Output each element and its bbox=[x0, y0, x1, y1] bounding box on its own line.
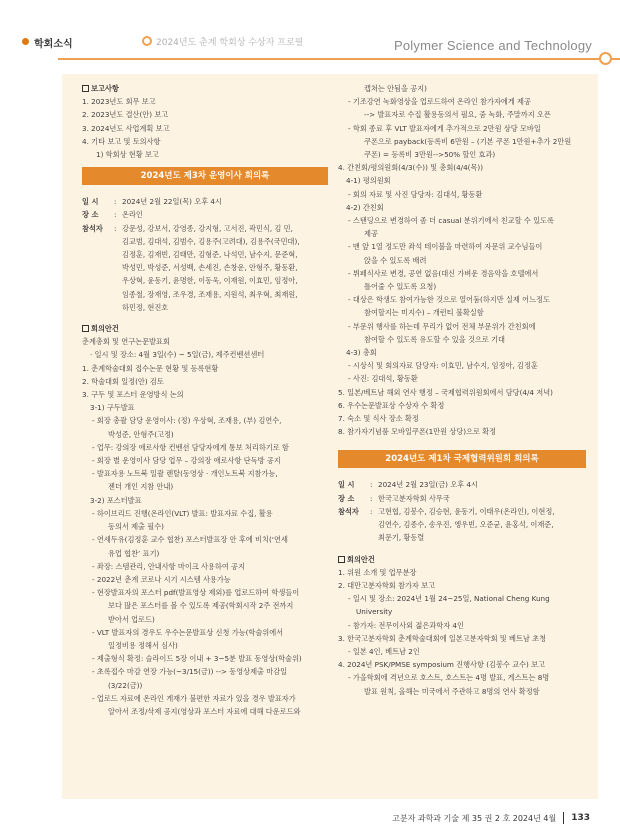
text-line: 4-1) 평의원회 bbox=[346, 176, 391, 186]
place-key: 장 소 bbox=[82, 210, 99, 220]
intl-place-row: 장 소 : 한국고분자학회 사무국 bbox=[338, 492, 586, 505]
meeting3-place-row: 장 소 : 온라인 bbox=[82, 208, 328, 221]
text-line: --> 발표자로 수집 활용동의서 필요, 줌 녹화, 주말까지 오픈 bbox=[364, 110, 551, 120]
text-line: - 참가자: 전무이사외 젊은과학자 4인 bbox=[348, 620, 464, 630]
text-line: - 좌장: 스템관리, 안내사항 마이크 사용하여 공지 bbox=[92, 561, 245, 571]
attendees-value bbox=[122, 222, 328, 314]
place-key: 장 소 bbox=[338, 493, 355, 503]
intl-banner: 2024년도 제1차 국제협력위원회 회의록 bbox=[338, 450, 586, 468]
text-line: 틀어줄 수 있도록 요청) bbox=[364, 282, 437, 292]
content-panel bbox=[62, 74, 598, 799]
text-line: - VLT 발표자의 경우도 우수논문발표상 신청 가능(학술위에서 bbox=[92, 627, 284, 637]
text-line: - 뷔페식사로 변경, 공연 없음(대신 가벼운 경음악을 호텔에서 bbox=[348, 268, 539, 278]
text-line: - 스탠딩으로 변경하여 좀 더 casual 분위기에서 친교할 수 있도록 bbox=[348, 216, 554, 226]
text-line: 6. 우수논문발표상 수상자 수 확정 bbox=[338, 400, 445, 410]
text-line: - 회장 별 운영이사 담당 업무 – 강의장 애로사항 단독방 공지 bbox=[92, 456, 281, 466]
attendee-line: 강문성, 강보서, 강영종, 강지형, 고서진, 곽민식, 김 민, bbox=[122, 223, 293, 233]
text-line: - 현장발표자의 포스터 pdf(발표영상 제외)를 업로드하여 학생들이 bbox=[92, 588, 300, 598]
text-line: 2. 학술대회 일정(안) 검토 bbox=[82, 376, 164, 386]
text-line: - 초록접수 마감 연장 가능(~3/15(금)) --> 동영상제출 마감일 bbox=[92, 667, 288, 677]
text-line: - 발표자용 노트북 일괄 렌탈(동영상 · 개인노트북 지참가능, bbox=[92, 469, 278, 479]
text-line: 유업 협찬’ 표기) bbox=[108, 548, 160, 558]
text-line: 참여할 수 있도록 유도할 수 있을 것으로 기대 bbox=[364, 334, 505, 344]
intl-date-row: 일 시 : 2024년 2월 23일(금) 오후 4시 bbox=[338, 478, 586, 491]
text-line: 박성준, 안형주(고정) bbox=[108, 429, 174, 439]
text-line: 5. 일본/베트남 해외 연사 행정 – 국제협력위원회에서 담당(4/4 저녁) bbox=[338, 387, 553, 397]
attendee-line: 우상혁, 윤동기, 윤명한, 이동욱, 이재원, 이효민, 임정아, bbox=[122, 276, 298, 286]
header-rule bbox=[58, 58, 620, 60]
text-line: 1. 춘계학술대회 접수논문 현황 및 등록현황 bbox=[82, 363, 219, 373]
attendee-line: 임종철, 장재영, 조우경, 조재용, 지원석, 최우혁, 최재원, bbox=[122, 289, 298, 299]
text-line: 1. 2023년도 회무 보고 bbox=[82, 97, 156, 107]
report-heading: 보고사항 bbox=[82, 82, 328, 95]
text-line: 참여할지는 미지수) – 개런티 불확실함 bbox=[364, 308, 484, 318]
date-key: 일 시 bbox=[82, 197, 99, 207]
text-line: 쿠폰으로 payback(등록비 6만원 – (기본 쿠폰 1만원+추가 2만원 bbox=[364, 136, 572, 146]
square-bullet-icon bbox=[338, 556, 345, 563]
attendees-value bbox=[378, 505, 586, 545]
text-line: - 시상식 및 회의자료 담당자: 이효민, 남수지, 임정아, 김정훈 bbox=[348, 361, 538, 371]
section-bullet-icon bbox=[22, 38, 29, 45]
attendees-key: 참석자 bbox=[82, 223, 103, 233]
text-line: 알아서 조정/삭제 공지(영상과 포스터 자료에 대해 다운로드와 bbox=[108, 706, 301, 716]
text-line: - 부문위 행사를 하는데 무리가 없어 전체 부문위가 간친회에 bbox=[348, 321, 536, 331]
text-line: - 회의 자료 및 사진 담당자: 김대석, 황동환 bbox=[348, 189, 483, 199]
intl-agenda-heading: 회의안건 bbox=[338, 553, 586, 566]
text-line: 4. 2024년 PSK/PMSE symposium 진행사항 (김봉수 교수) 보고 bbox=[338, 660, 545, 670]
text-line: 캡쳐는 안됨을 공지) bbox=[364, 84, 427, 93]
place-value: 온라인 bbox=[122, 210, 143, 220]
text-line: 앉을 수 있도록 배려 bbox=[364, 255, 427, 265]
text-line: 일정비용 정해서 심사) bbox=[108, 640, 178, 650]
intl-attendees-row: 참석자 : 고현협, 김봉수, 김승현, 윤동기, 이태우(온라인), 이현정, 김연수, 김종수, 송우진, 엥우빈, 오준균, 윤홍석, 이재준, 최문기, 황동렬 bbox=[338, 505, 586, 545]
text-line: - 회장 총괄 담당 운영이사: (정) 우상혁, 조재용, (부) 김연수, bbox=[92, 416, 282, 426]
text-line: 3. 한국고분자학회 춘계학술대회에 일본고분자학회 및 베트남 초청 bbox=[338, 633, 547, 643]
text-line: - 맨 앞 1열 정도만 좌석 테이블을 마련하여 자문위 교수님들이 bbox=[348, 242, 543, 252]
left-column bbox=[82, 82, 328, 718]
text-line: 1. 위원 소개 및 업무분장 bbox=[338, 567, 417, 577]
text-line: 쿠폰) = 등록비 3만원-->50% 할인 효과) bbox=[364, 150, 496, 160]
text-line: - 사진: 김대석, 황동환 bbox=[348, 374, 418, 384]
attendee-line: 최문기, 황동렬 bbox=[378, 533, 425, 543]
footer-journal-info: 고분자 과학과 기술 제 35 권 2 호 2024년 4월 bbox=[392, 813, 557, 823]
text-line: - 학회 종료 후 VLT 발표자에게 추가적으로 2만원 상당 모바일 bbox=[348, 123, 541, 133]
journal-title: Polymer Science and Technology bbox=[394, 38, 592, 53]
text-line: 2. 2023년도 결산(안) 보고 bbox=[82, 110, 169, 120]
attendee-line: 김연수, 김종수, 송우진, 엥우빈, 오준균, 윤홍석, 이재준, bbox=[378, 520, 554, 530]
text-line: 2. 대만고분자학회 참가자 보고 bbox=[338, 580, 436, 590]
text-line: 4-2) 간친회 bbox=[346, 202, 384, 212]
text-line: - 2022년 춘계 코로나 시기 시스템 사용가능 bbox=[92, 574, 231, 584]
text-line: · 일시 및 장소: 4월 3일(수) ~ 5일(금), 제주컨벤션센터 bbox=[90, 350, 265, 360]
page-number: 133 bbox=[571, 813, 590, 823]
text-line: 동의서 제출 필수) bbox=[108, 522, 164, 532]
text-line: 3-2) 포스터발표 bbox=[90, 495, 142, 505]
text-line: 8. 참가자기념품 모바일쿠폰(1만원 상당)으로 확정 bbox=[338, 427, 497, 437]
header-subtitle: 2024년도 춘계 학회상 수상자 프로필 bbox=[156, 38, 304, 48]
text-line: - 대상은 학생도 참여가능한 것으로 열어둠(하지만 실제 어느정도 bbox=[348, 295, 550, 305]
text-line: 3-1) 구두발표 bbox=[90, 403, 135, 413]
text-line: - 하이브리드 진행(온라인(VLT) 발표: 발표자료 수집, 활용 bbox=[92, 508, 273, 518]
meeting3-date-row: 일 시 : 2024년 2월 22일(목) 오후 4시 bbox=[82, 195, 328, 208]
text-line: - 업무: 강의장 애로사항 컨벤션 담당자에게 통보 처리하기로 함 bbox=[92, 442, 289, 452]
attendee-line: 하민정, 현진호 bbox=[122, 302, 169, 312]
place-value: 한국고분자학회 사무국 bbox=[378, 493, 450, 503]
agenda-list bbox=[82, 335, 328, 718]
text-line: 4. 간친회/평의원회(4/3(수)) 및 총회(4/4(목)) bbox=[338, 163, 484, 173]
date-key: 일 시 bbox=[338, 480, 355, 490]
footer-divider bbox=[563, 812, 564, 824]
agenda-heading: 회의안건 bbox=[82, 322, 328, 335]
text-line: 4-3) 총회 bbox=[346, 348, 377, 358]
square-bullet-icon bbox=[82, 85, 89, 92]
date-value: 2024년 2월 22일(목) 오후 4시 bbox=[122, 197, 222, 207]
text-line: 받아서 업로드) bbox=[108, 614, 155, 624]
text-line: 7. 숙소 및 식사 장소 확정 bbox=[338, 414, 419, 424]
attendee-line: 김정훈, 김재빈, 김태만, 김형준, 나석민, 남수지, 문준혁, bbox=[122, 250, 298, 260]
text-line: - 기조강연 녹화영상을 업로드하여 온라인 참가자에게 제공 bbox=[348, 97, 531, 107]
text-line: - 업로드 자료에 온라인 게재가 불편한 자료가 있을 경우 발표자가 bbox=[92, 693, 296, 703]
attendees-key: 참석자 bbox=[338, 506, 359, 516]
date-value: 2024년 2월 23일(금) 오후 4시 bbox=[378, 480, 478, 490]
text-line: 4. 기타 보고 및 토의사항 bbox=[82, 136, 161, 146]
ring-end-icon bbox=[599, 52, 612, 65]
attendee-line: 김교범, 김대석, 김범수, 김용주(고려대), 김용주(국민대), bbox=[122, 236, 300, 246]
text-line: 발표 원칙, 올해는 미국에서 주관하고 8명의 연사 확정함 bbox=[364, 686, 540, 696]
text-line: 보다 많은 포스터를 볼 수 있도록 제공(학회시작 2주 전까지 bbox=[108, 601, 294, 611]
text-line: - 일본 4인, 베트남 2인 bbox=[348, 646, 420, 656]
text-line: - 일시 및 장소: 2024년 1월 24~25일, National Cheng Kung University bbox=[348, 594, 550, 617]
continued-agenda-list bbox=[338, 82, 586, 438]
text-line: 3. 구두 및 포스터 운영방식 논의 bbox=[82, 390, 184, 400]
text-line: 춘계총회 및 연구논문발표회 bbox=[82, 337, 170, 347]
text-line: - 제출형식 확정: 슬라이드 5장 이내 + 3~5분 발표 동영상(학술위) bbox=[92, 654, 302, 664]
attendee-line: 고현협, 김봉수, 김승현, 윤동기, 이태우(온라인), 이현정, bbox=[378, 506, 555, 516]
text-line: 젠더 개인 지참 안내) bbox=[108, 482, 174, 492]
attendee-line: 박성민, 박성준, 서성백, 손세진, 손창운, 안형주, 황동환, bbox=[122, 263, 298, 273]
meeting3-attendees-row: 참석자 : 강문성, 강보서, 강영종, 강지형, 고서진, 곽민식, 김 민, 김교범, 김대석, 김범수, 김용주(고려대), 김용주(국민대), 김정훈, 김재빈, 김태만, 김형준, 나석민, 남수지, 문준혁, 박성민, 박성준, 서성백, 손세진, 손창운, 안형주, 황동환, 우상혁, 윤동기, 윤명한, 이동욱, 이재원, 이효민, 임정아, 임종철, 장재영, 조우경, 조재용, 지원석, 최우혁, 최재원, 하민정, 현진호 bbox=[82, 222, 328, 314]
report-list bbox=[82, 95, 328, 161]
text-line: 1) 학회상 현황 보고 bbox=[96, 150, 159, 160]
text-line: - 연세두유(김정훈 교수 협찬) 포스터발표장 안 후에 비치(‘연세 bbox=[92, 535, 288, 545]
text-line: (3/22(금)) bbox=[108, 680, 143, 690]
ring-icon bbox=[142, 36, 152, 46]
square-bullet-icon bbox=[82, 325, 89, 332]
section-label: 학회소식 bbox=[34, 39, 73, 50]
meeting3-banner: 2024년도 제3차 운영이사 회의록 bbox=[82, 167, 328, 185]
intl-agenda-list bbox=[338, 566, 586, 698]
text-line: - 가을학회에 격년으로 호스트, 호스트는 4명 발표, 게스트는 8명 bbox=[348, 673, 550, 683]
page-header bbox=[0, 0, 620, 70]
page-footer bbox=[392, 812, 590, 824]
right-column bbox=[338, 82, 586, 698]
text-line: 3. 2024년도 사업계획 보고 bbox=[82, 123, 170, 133]
text-line: 제공 bbox=[364, 229, 378, 239]
